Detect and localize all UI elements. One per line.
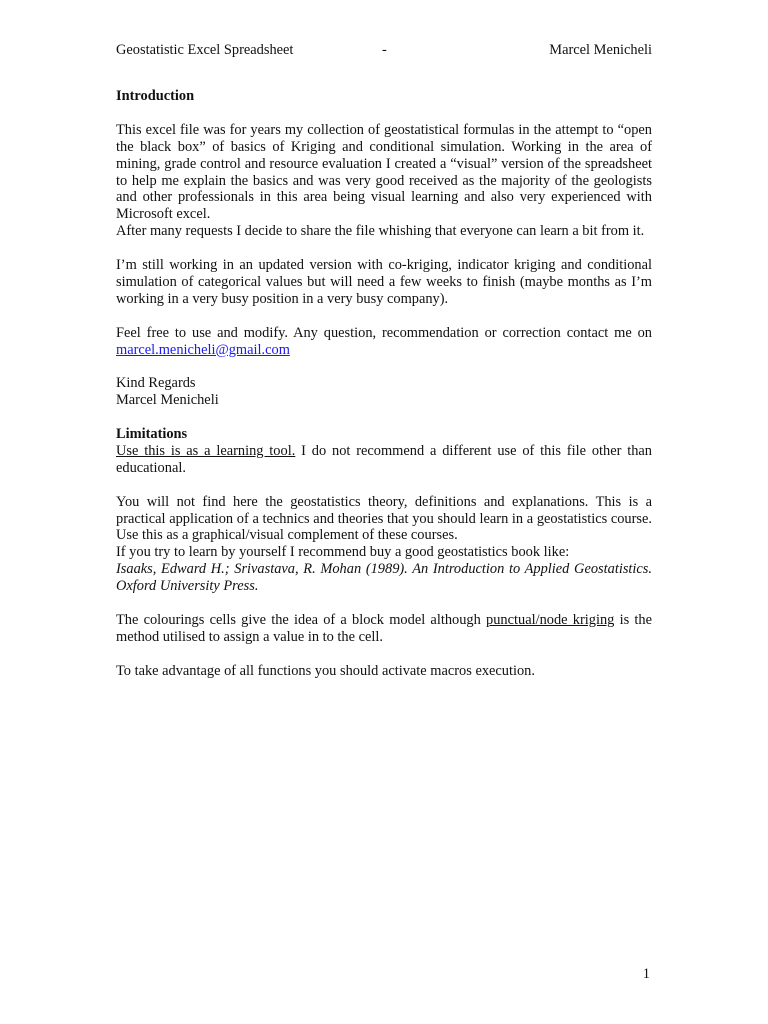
learning-tool-rest: I do not recommend a different use of this file other than educational.: [116, 442, 652, 476]
closing-block: [116, 375, 652, 409]
email-link[interactable]: marcel.menicheli@gmail.com: [116, 341, 290, 358]
limitations-heading: Limitations: [116, 426, 188, 443]
colourings-text-before: The colourings cells give the idea of a block model although: [116, 611, 487, 628]
colourings-text-after: is the method utilised to assign a value in to the cell.: [116, 611, 652, 645]
learning-tool-underlined: Use this is as a learning tool.: [116, 442, 296, 459]
introduction-paragraph-2: I’m still working in an updated version with co-kriging, indicator kriging and conditional simulation of categorical values but will need a few weeks to finish (maybe months as I’m working in a very busy position in a very busy company).: [116, 257, 652, 307]
introduction-paragraph-1: This excel file was for years my collection of geostatistical formulas in the attempt to “open the black box” of basics of Kriging and conditional simulation. Working in the area of mining, grade control and resource evaluation I created a “visual” version of the spreadsheet to help me explain the basics and was very good received as the majority of the geologists and other professionals in this area being visual learning and also very experienced with Microsoft excel.: [116, 121, 652, 223]
document-body: [116, 88, 652, 696]
signature-text: Marcel Menicheli: [116, 392, 219, 409]
limitations-paragraph-1: [116, 443, 652, 477]
header-separator: -: [382, 42, 387, 58]
page-number: 1: [642, 966, 650, 982]
document-page: [116, 0, 652, 1024]
limitations-paragraph-4: To take advantage of all functions you should activate macros execution.: [116, 662, 535, 679]
header-title: Geostatistic Excel Spreadsheet: [116, 42, 294, 58]
limitations-paragraph-3: [116, 612, 652, 646]
introduction-paragraph-1b: After many requests I decide to share the file whishing that everyone can learn a bit from it.: [116, 223, 645, 240]
limitations-paragraph-2: You will not find here the geostatistics theory, definitions and explanations. This is a practical application of a technics and theories that you should learn in a geostatistics course. Use this as a graphical/visual complement of these courses.: [116, 493, 652, 544]
introduction-paragraph-3: [116, 325, 652, 359]
book-reference: Isaaks, Edward H.; Srivastava, R. Mohan (1989). An Introduction to Applied Geostatistics. Oxford University Press.: [116, 561, 652, 595]
introduction-heading: Introduction: [116, 88, 195, 104]
contact-text: Feel free to use and modify. Any question, recommendation or correction contact me on: [116, 324, 652, 341]
regards-text: Kind Regards: [116, 375, 196, 392]
page-header: [116, 42, 652, 60]
limitations-paragraph-2b: If you try to learn by yourself I recommend buy a good geostatistics book like:: [116, 544, 570, 561]
kriging-method-underlined: punctual/node kriging: [486, 611, 615, 628]
header-author: Marcel Menicheli: [549, 42, 652, 58]
